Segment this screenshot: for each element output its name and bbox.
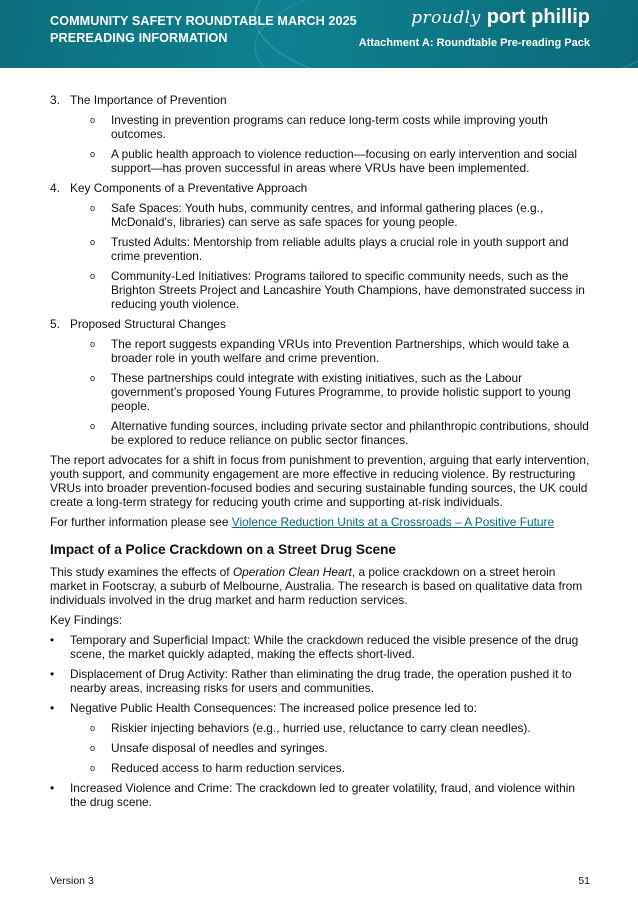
bullet-item [50,667,590,695]
bullet-icon: • [50,633,55,647]
sub-bullet-text: Community-Led Initiatives: Programs tailored to specific community needs, such as the Brighton Streets Project and Lancashire Youth Champions, have demonstrated success in reducing youth violence. [111,269,585,311]
bullet-text: Displacement of Drug Activity: Rather than eliminating the drug trade, the operation pushed it to nearby areas, increasing risks for users and communities. [70,667,572,695]
intro-text: This study examines the effects of [50,565,233,579]
item-title: Key Components of a Preventative Approach [70,181,308,195]
hollow-bullet-icon: o [90,373,96,383]
hollow-bullet-icon: o [90,743,96,753]
sub-bullet-item [50,761,590,775]
item-title: The Importance of Prevention [70,93,227,107]
header-title-line1: COMMUNITY SAFETY ROUNDTABLE MARCH 2025 [50,14,357,28]
bullet-icon: • [50,701,55,715]
sub-bullet-item [50,235,590,263]
sub-bullet-item [50,721,590,735]
sub-bullet-item [50,201,590,229]
document-body [50,93,590,815]
hollow-bullet-icon: o [90,115,96,125]
key-findings-label: Key Findings: [50,613,123,627]
bullet-item [50,633,590,661]
bullet-text: Temporary and Superficial Impact: While the crackdown reduced the visible presence of the drug scene, the market quickly adapted, making the effects short-lived. [70,633,579,661]
bullet-text: Increased Violence and Crime: The crackdown led to greater volatility, fraud, and violence within the drug scene. [70,781,575,809]
sub-bullet-item [50,371,590,413]
attachment-label: Attachment A: Roundtable Pre-reading Pack [358,37,590,49]
logo-text: port phillip [486,6,590,28]
further-info-link[interactable]: Violence Reduction Units at a Crossroads – A Positive Future [231,515,555,529]
intro-text: , a police crackdown on a street heroin market in Footscray, a suburb of Melbourne, Australia. The research is based on qualitative data from individuals involved in the drug market and harm reduction services. [50,565,583,607]
sub-bullet-text: These partnerships could integrate with existing initiatives, such as the Labour government’s proposed Young Futures Programme, to provide holistic support to young people. [111,371,571,413]
sub-bullet-text: Reduced access to harm reduction services. [111,761,345,775]
summary-paragraph: The report advocates for a shift in focus from punishment to prevention, arguing that early intervention, youth support, and community engagement are more effective in reducing violence. By restructuring VRUs into broader prevention-focused bodies and securing sustainable funding sources, the UK could create a long-term strategy for reducing youth crime and supporting at-risk individuals. [50,453,590,509]
header-title [50,13,357,47]
bullet-icon: • [50,667,55,681]
sub-bullet-text: The report suggests expanding VRUs into Prevention Partnerships, which would take a broader role in youth welfare and crime prevention. [111,337,570,365]
version-label: Version 3 [50,875,94,887]
hollow-bullet-icon: o [90,237,96,247]
hollow-bullet-icon: o [90,203,96,213]
bullet-text: Negative Public Health Consequences: The increased police presence led to: [70,701,477,715]
hollow-bullet-icon: o [90,149,96,159]
numbered-item [50,317,590,331]
sub-bullet-item [50,741,590,755]
page-header [0,0,638,68]
sub-bullet-item [50,337,590,365]
sub-bullet-item [50,147,590,175]
logo-script: proudly [411,8,481,28]
bullet-icon: • [50,781,55,795]
port-phillip-logo [411,6,590,29]
bullet-item [50,781,590,809]
header-title-line2: PREREADING INFORMATION [50,31,228,45]
item-title: Proposed Structural Changes [70,317,226,331]
hollow-bullet-icon: o [90,763,96,773]
sub-bullet-text: Trusted Adults: Mentorship from reliable adults plays a crucial role in youth support and crime prevention. [111,235,569,263]
sub-bullet-text: A public health approach to violence reduction—focusing on early intervention and social support—has proven successful in areas where VRUs have been implemented. [111,147,578,175]
numbered-item [50,93,590,107]
sub-bullet-text: Alternative funding sources, including private sector and philanthropic contributions, should be explored to reduce reliance on public sector finances. [111,419,589,447]
further-info-prefix: For further information please see [50,515,232,529]
hollow-bullet-icon: o [90,723,96,733]
sub-bullet-text: Investing in prevention programs can reduce long-term costs while improving youth outcomes. [111,113,548,141]
item-number: 5. [50,317,60,331]
section-heading: Impact of a Police Crackdown on a Street Drug Scene [50,542,396,557]
sub-bullet-text: Unsafe disposal of needles and syringes. [111,741,328,755]
numbered-item [50,181,590,195]
sub-bullet-item [50,419,590,447]
sub-bullet-text: Safe Spaces: Youth hubs, community centres, and informal gathering places (e.g., McDonald's, libraries) can serve as safe spaces for young people. [111,201,544,229]
page-footer [50,875,590,887]
sub-bullet-text: Riskier injecting behaviors (e.g., hurried use, reluctance to carry clean needles). [111,721,531,735]
item-number: 3. [50,93,60,107]
sub-bullet-item [50,113,590,141]
page-number: 51 [578,875,590,887]
hollow-bullet-icon: o [90,339,96,349]
bullet-item [50,701,590,715]
further-info [50,515,590,529]
item-number: 4. [50,181,60,195]
sub-bullet-item [50,269,590,311]
intro-paragraph [50,565,590,607]
hollow-bullet-icon: o [90,271,96,281]
hollow-bullet-icon: o [90,421,96,431]
operation-name: Operation Clean Heart [232,565,352,579]
